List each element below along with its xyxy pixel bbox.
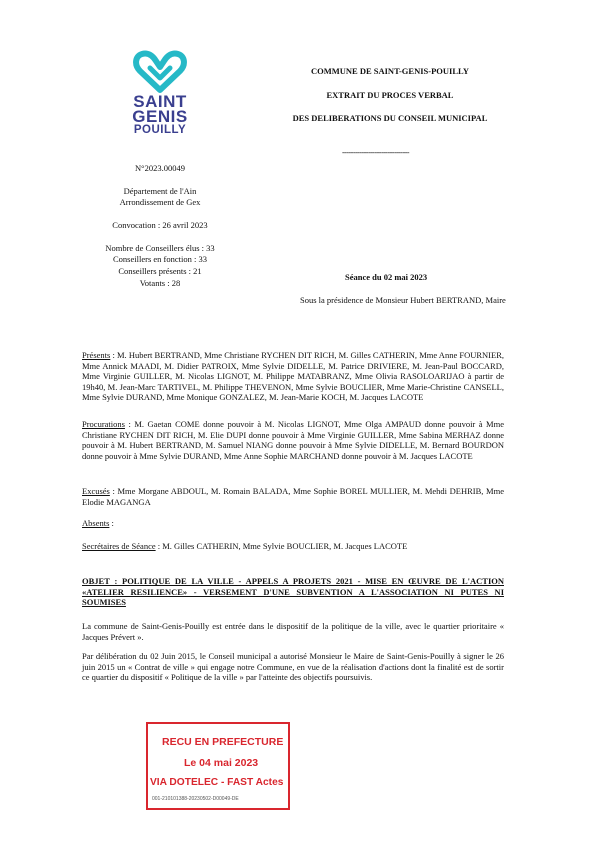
separator-line: -------------------------------: [342, 148, 410, 157]
logo-line-1: SAINT: [133, 92, 187, 111]
secretaires-label: Secrétaires de Séance: [82, 541, 156, 551]
presidence: Sous la présidence de Monsieur Hubert BERTRAND, Maire: [300, 295, 506, 305]
procurations-label: Procurations: [82, 419, 125, 429]
seance-date: Séance du 02 mai 2023: [345, 272, 428, 282]
heart-logo-icon: [132, 50, 188, 94]
commune-title: COMMUNE DE SAINT-GENIS-POUILLY: [310, 66, 470, 76]
departement: Département de l'Ain: [123, 186, 197, 196]
presents-paragraph: [82, 350, 504, 403]
excuses-paragraph: [82, 486, 504, 507]
procurations-paragraph: [82, 419, 504, 461]
secretaires-list: : M. Gilles CATHERIN, Mme Sylvie BOUCLIER, M. Jacques LACOTE: [155, 541, 408, 551]
conseillers-fonction: Conseillers en fonction : 33: [113, 254, 207, 264]
absents-label: Absents: [82, 518, 110, 528]
deliberations-title: DES DELIBERATIONS DU CONSEIL MUNICIPAL: [292, 113, 488, 123]
procurations-list: : M. Gaetan COME donne pouvoir à M. Nicolas LIGNOT, Mme Olga AMPAUD donne pouvoir à Mme Christiane RYCHEN DIT RICH, M. Elie DUPI donne pouvoir à Mme Virginie GUILLER, Mme Sabina MERHAZ donne pouvoir à M. Hubert BERTRAND, M. Samuel NIANG donne pouvoir à Mme Sylvie DIDELLE, M. Bernard BOURDON donne pouvoir à Mme Sylvie DURAND, Mme Anne Sophie MARCHAND donne pouvoir à M. Jacques LACOTE: [82, 419, 504, 461]
deliberation-number: N°2023.00049: [135, 163, 185, 173]
stamp-line-3: VIA DOTELEC - FAST Actes: [150, 777, 284, 788]
stamp-line-1: RECU EN PREFECTURE: [162, 736, 284, 748]
presents-list: : M. Hubert BERTRAND, Mme Christiane RYCHEN DIT RICH, M. Gilles CATHERIN, Mme Anne FOURNIER, Mme Annick MAADI, M. Didier PATROIX, Mme Sylvie DIDELLE, M. Patrice DRIVIERE, M. Jean-Paul BOCCARD, Mme Virginie GUILLER, M. Nicolas LIGNOT, M. Philippe MATABRANZ, Mme Olivia RASOLOARIJAO à partir de 19h40, M. Jean-Marc TARTIVEL, M. Philippe THEVENON, Mme Sylvie BOUCLIER, Mme Marie-Christine CANSELL, Mme Sylvie DURAND, Mme Monique GONZALEZ, M. Jean-Marie KOCH, M. Jacques LACOTE: [82, 350, 504, 403]
absents-paragraph: [82, 518, 504, 529]
excuses-label: Excusés: [82, 486, 110, 496]
objet-paragraph-1: La commune de Saint-Genis-Pouilly est entrée dans le dispositif de la politique de la ville, avec le quartier prioritaire « Jacques Prévert ».: [82, 621, 504, 642]
votants: Votants : 28: [139, 278, 181, 288]
conseillers-presents: Conseillers présents : 21: [118, 266, 202, 276]
objet-title: OBJET : POLITIQUE DE LA VILLE - APPELS A PROJETS 2021 - MISE EN ŒUVRE DE L'ACTION «ATELIER RESILIENCE» - VERSEMENT D'UNE SUBVENTION A L'ASSOCIATION NI PUTES NI SOUMISES: [82, 576, 504, 608]
excuses-list: : Mme Morgane ABDOUL, M. Romain BALADA, Mme Sophie BOREL MULLIER, M. Mehdi DEHRIB, Mme Elodie MAGANGA: [82, 486, 504, 507]
arrondissement: Arrondissement de Gex: [119, 197, 201, 207]
stamp-line-2: Le 04 mai 2023: [184, 757, 259, 769]
logo-line-2: GENIS: [132, 107, 188, 126]
stamp-line-4: 001-210101388-20230502-D00049-DE: [152, 796, 239, 802]
prefecture-stamp: [146, 722, 290, 810]
commune-logo: [120, 50, 200, 137]
conseillers-elus: Nombre de Conseillers élus : 33: [105, 243, 215, 253]
objet-paragraph-2: Par délibération du 02 Juin 2015, le Conseil municipal a autorisé Monsieur le Maire de Saint-Genis-Pouilly à signer le 26 juin 2015 un « Contrat de ville » qui engage notre Commune, en vue de la réalisation d'actions dont la finalité est de sortir ce quartier du dispositif « Politique de la ville » par l'atteinte des objectifs poursuivis.: [82, 651, 504, 683]
logo-line-3: POUILLY: [133, 124, 187, 136]
extrait-title: EXTRAIT DU PROCES VERBAL: [326, 90, 454, 100]
secretaires-paragraph: [82, 541, 504, 552]
presents-label: Présents: [82, 350, 111, 360]
convocation-date: Convocation : 26 avril 2023: [112, 220, 208, 230]
absents-list: :: [109, 518, 114, 528]
